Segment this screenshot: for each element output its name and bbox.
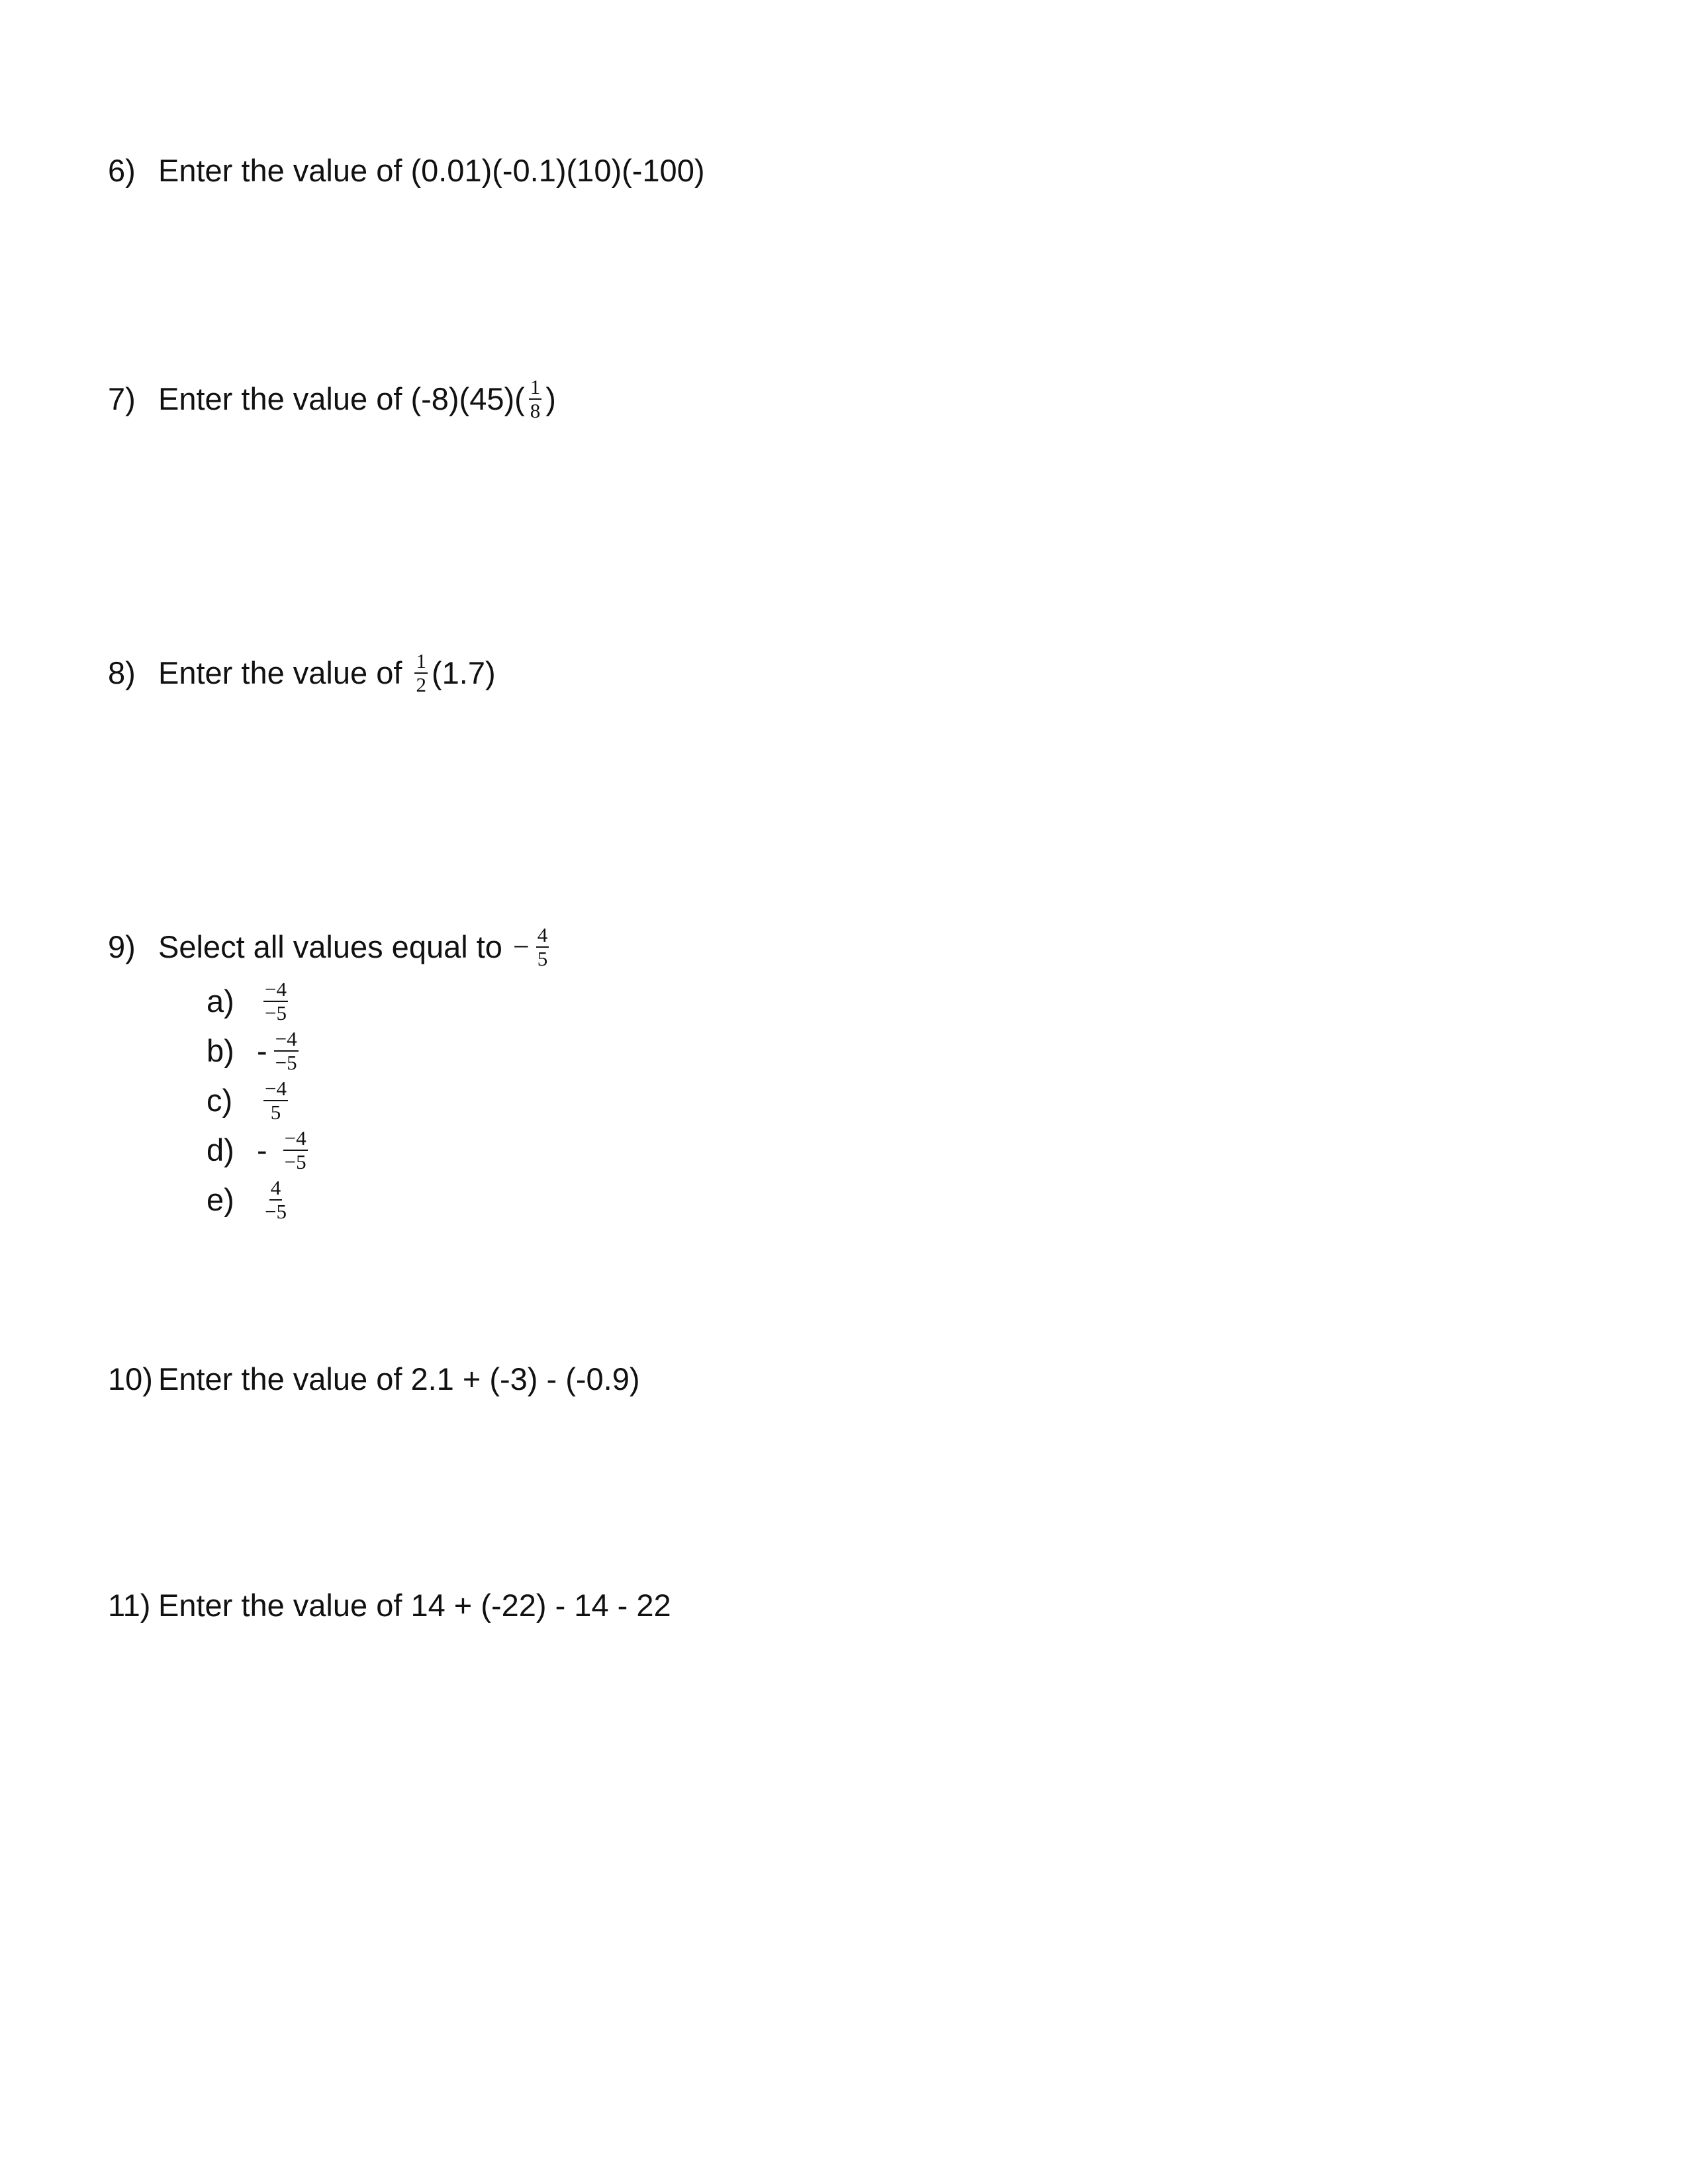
option-a[interactable] bbox=[207, 976, 312, 1026]
fraction-denominator: −5 bbox=[265, 1199, 287, 1223]
fraction-denominator: −5 bbox=[275, 1050, 297, 1074]
option-fraction bbox=[263, 979, 288, 1023]
question-number: 8) bbox=[108, 655, 136, 690]
option-prefix: - bbox=[257, 1132, 267, 1167]
question-suffix: (1.7) bbox=[431, 655, 496, 690]
fraction bbox=[529, 377, 542, 421]
question-10 bbox=[108, 1359, 640, 1399]
option-fraction bbox=[263, 1076, 288, 1124]
question-text: Enter the value of (0.01)(-0.1)(10)(-100) bbox=[158, 153, 705, 188]
question-8 bbox=[108, 651, 496, 695]
fraction-numerator: 1 bbox=[530, 375, 541, 398]
question-number: 11) bbox=[108, 1588, 151, 1623]
answer-options bbox=[207, 976, 312, 1224]
question-number: 10) bbox=[108, 1361, 153, 1396]
question-text: Enter the value of 2.1 + (-3) - (-0.9) bbox=[158, 1361, 640, 1396]
question-number: 6) bbox=[108, 153, 136, 188]
fraction-numerator: 1 bbox=[416, 649, 426, 672]
negative-sign: − bbox=[512, 931, 530, 963]
option-letter: b) bbox=[207, 1033, 234, 1068]
question-suffix: ) bbox=[545, 381, 556, 416]
fraction bbox=[536, 925, 549, 969]
fraction-denominator: 8 bbox=[530, 399, 541, 422]
option-b[interactable] bbox=[207, 1026, 312, 1075]
question-text: Enter the value of 14 + (-22) - 14 - 22 bbox=[158, 1588, 671, 1623]
fraction-numerator: 4 bbox=[537, 923, 548, 946]
question-number: 9) bbox=[108, 929, 136, 964]
fraction-denominator: 2 bbox=[416, 673, 426, 696]
fraction-denominator: −5 bbox=[284, 1150, 306, 1173]
option-fraction bbox=[274, 1026, 299, 1074]
fraction-numerator: −4 bbox=[265, 977, 287, 1001]
option-fraction bbox=[263, 1175, 288, 1223]
option-e[interactable] bbox=[207, 1175, 312, 1224]
question-text: Enter the value of (-8)(45)( bbox=[158, 381, 525, 416]
fraction bbox=[414, 651, 428, 695]
question-text: Select all values equal to bbox=[158, 929, 502, 964]
fraction-numerator: −4 bbox=[275, 1026, 297, 1050]
fraction-numerator: −4 bbox=[284, 1126, 306, 1150]
fraction-denominator: 5 bbox=[270, 1100, 281, 1124]
question-text: Enter the value of bbox=[158, 655, 411, 690]
option-prefix: - bbox=[257, 1033, 267, 1068]
option-letter: e) bbox=[207, 1182, 234, 1217]
option-d[interactable] bbox=[207, 1125, 312, 1175]
option-letter: c) bbox=[207, 1083, 233, 1118]
fraction-numerator: −4 bbox=[265, 1076, 287, 1100]
question-11 bbox=[108, 1586, 671, 1625]
option-letter: d) bbox=[207, 1132, 234, 1167]
option-fraction bbox=[283, 1128, 308, 1172]
option-c[interactable] bbox=[207, 1075, 312, 1125]
question-9 bbox=[108, 925, 553, 969]
fraction-numerator: 4 bbox=[270, 1175, 281, 1199]
fraction-denominator: 5 bbox=[537, 947, 548, 970]
question-number: 7) bbox=[108, 381, 136, 416]
fraction-denominator: −5 bbox=[265, 1001, 287, 1024]
option-letter: a) bbox=[207, 983, 234, 1019]
question-7 bbox=[108, 377, 556, 421]
question-6 bbox=[108, 151, 704, 191]
